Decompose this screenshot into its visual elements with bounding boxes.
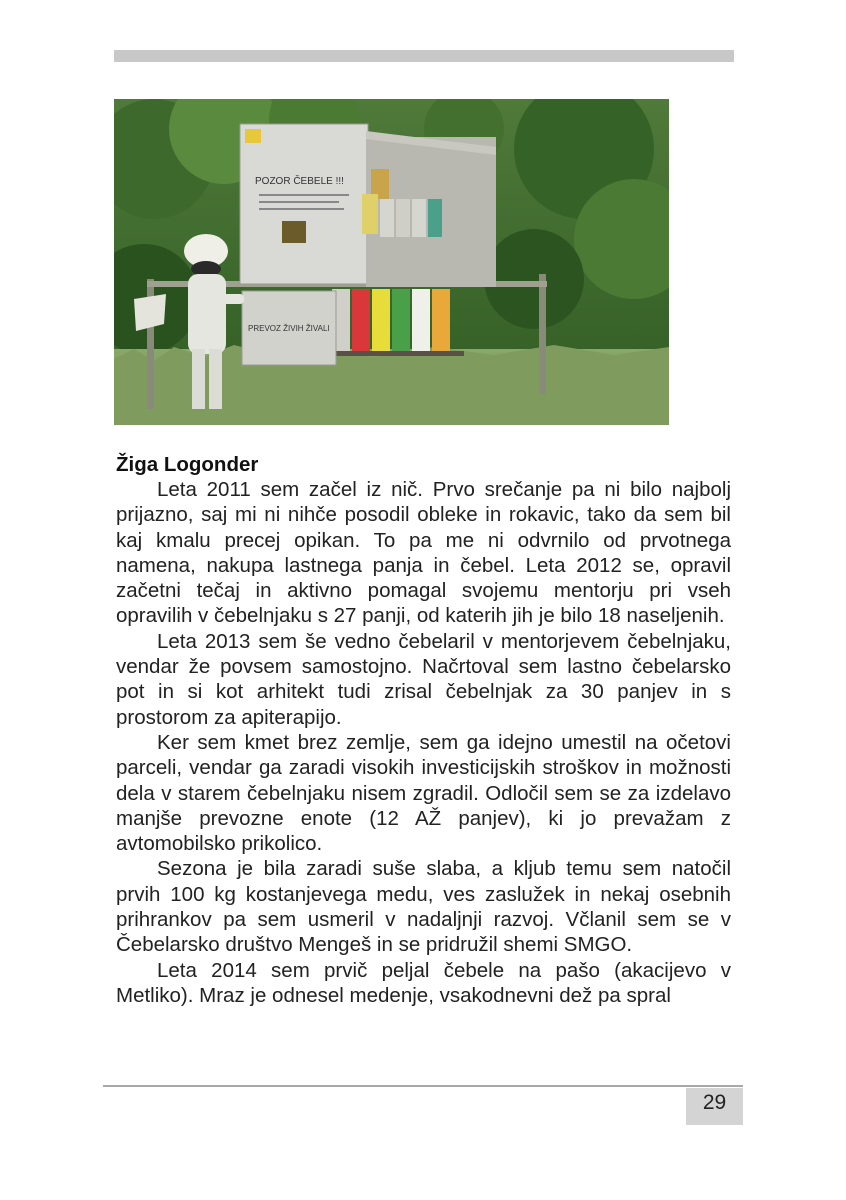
paragraph: Sezona je bila zaradi suše slaba, a kljub temu sem natočil prvih 100 kg kostanjevega medu, ves zaslužek in nekaj osebnih prihrankov pa sem usmeril v nadaljnji razvoj. Včlanil sem se v Čebelarsko društvo Mengeš in se pridružil shemi SMGO. bbox=[116, 857, 731, 957]
footer-rule bbox=[103, 1085, 743, 1087]
header-bar bbox=[114, 50, 734, 62]
trailer-text: PREVOZ ŽIVIH ŽIVALI bbox=[248, 324, 330, 333]
sign-text: POZOR ČEBELE !!! bbox=[255, 176, 344, 187]
paragraph: Leta 2011 sem začel iz nič. Prvo srečanje pa ni bilo najbolj prijazno, saj mi ni nihče posodil obleke in rokavic, tako da sem bil kaj kmalu precej opikan. To pa me ni odvrnilo od prvotnega namena, nakupa lastnega panja in čebel. Leta 2012 se, opravil začetni tečaj in aktivno pomagal svojemu mentorju pri vseh opravilih v čebelnjaku s 27 panji, od katerih jih je bilo 18 naseljenih. bbox=[116, 478, 731, 628]
beekeeper-trailer-photo bbox=[114, 99, 669, 425]
paragraph: Leta 2013 sem še vedno čebelaril v mentorjevem čebelnjaku, vendar že povsem samostojno. Načrtoval sem lastno čebelarsko pot in si kot arhitekt tudi zrisal čebelnjak za 30 panjev in s prostorom za apiterapijo. bbox=[116, 629, 731, 729]
paragraph: Ker sem kmet brez zemlje, sem ga idejno umestil na očetovi parceli, vendar ga zaradi visokih investicijskih stroškov in možnosti dela v starem čebelnjaku nisem zgradil. Odločil sem se za izdelavo manjše prevozne enote (12 AŽ panjev), ki jo prevažam z avtomobilsko prikolico. bbox=[116, 730, 731, 856]
author-heading: Žiga Logonder bbox=[116, 453, 259, 476]
page-number: 29 bbox=[686, 1088, 743, 1125]
paragraph: Leta 2014 sem prvič peljal čebele na pašo (akacijevo v Metliko). Mraz je odnesel medenje, vsakodnevni dež pa spral bbox=[116, 958, 731, 1007]
article-body bbox=[116, 477, 731, 1008]
